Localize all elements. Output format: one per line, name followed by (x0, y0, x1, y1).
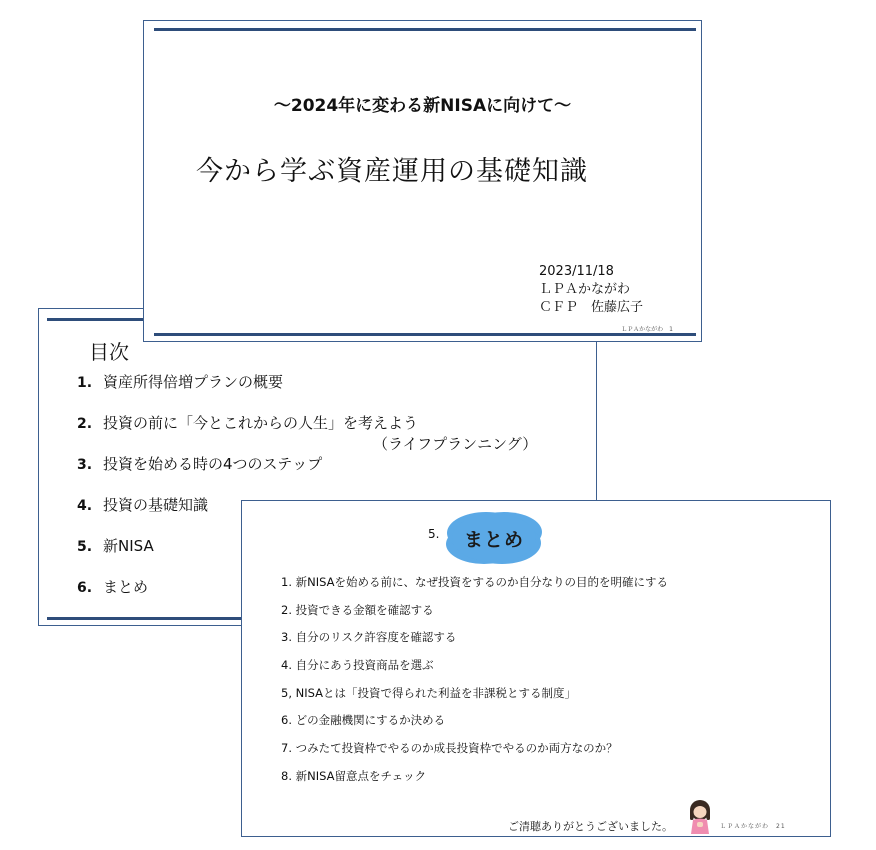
toc-item-label: 投資の前に「今とこれからの人生」を考えよう (103, 414, 419, 432)
toc-item (77, 371, 418, 412)
slide-footer: ＬＰＡかながわ 21 (720, 823, 786, 830)
thanks-message: ご清聴ありがとうございました。 (508, 820, 673, 833)
summary-item: 1. 新NISAを始める前に、なぜ投資をするのか自分なりの目的を明確にする (281, 575, 668, 589)
summary-slide[interactable] (241, 500, 831, 837)
cloud-badge (452, 514, 536, 562)
toc-item-label: まとめ (103, 578, 149, 596)
title-slide[interactable] (143, 20, 702, 342)
slide-subtitle: 〜2024年に変わる新NISAに向けて〜 (273, 96, 572, 116)
organization-name: ＬＰＡかながわ (539, 282, 631, 297)
section-number: 5. (428, 527, 440, 541)
presenter-name: ＣＦＰ 佐藤広子 (539, 300, 644, 315)
toc-item-number: 1. (77, 375, 93, 391)
toc-item (77, 453, 418, 494)
toc-item-sublabel: （ライフプランニング） (373, 435, 538, 453)
summary-item: 5, NISAとは「投資で得られた利益を非課税とする制度」 (281, 685, 576, 700)
bottom-rule (154, 333, 696, 336)
toc-item-number: 4. (77, 498, 93, 514)
summary-item: 4. 自分にあう投資商品を選ぶ (281, 658, 434, 673)
toc-item-number: 6. (77, 580, 93, 596)
toc-title: 目次 (89, 340, 129, 364)
toc-item-label: 投資を始める時の4つのステップ (103, 455, 323, 473)
toc-item-number: 3. (77, 457, 93, 473)
summary-item: 7. つみたて投資枠でやるのか成長投資枠でやるのか両方なのか？ (281, 741, 618, 756)
toc-item-label: 資産所得倍増プランの概要 (103, 373, 284, 391)
slide-footer: ＬＰＡかながわ 1 (621, 326, 673, 333)
badge-label: まとめ (463, 528, 524, 551)
summary-list (281, 574, 668, 796)
bowing-girl-illustration (685, 798, 715, 834)
summary-item: 2. 投資できる金額を確認する (281, 602, 434, 617)
summary-item: 8. 新NISA留意点をチェック (281, 768, 427, 783)
summary-item: 6. どの金融機関にするか決める (281, 713, 446, 728)
toc-item-label: 投資の基礎知識 (103, 496, 209, 514)
presenter-info (539, 263, 643, 317)
top-rule (154, 28, 696, 31)
toc-item-number: 2. (77, 416, 93, 432)
toc-item-label: 新NISA (103, 537, 154, 555)
slide-main-title: 今から学ぶ資産運用の基礎知識 (196, 156, 588, 187)
summary-item: 3. 自分のリスク許容度を確認する (281, 630, 457, 645)
toc-item (77, 412, 538, 453)
presentation-date: 2023/11/18 (539, 264, 614, 279)
toc-item-number: 5. (77, 539, 93, 555)
